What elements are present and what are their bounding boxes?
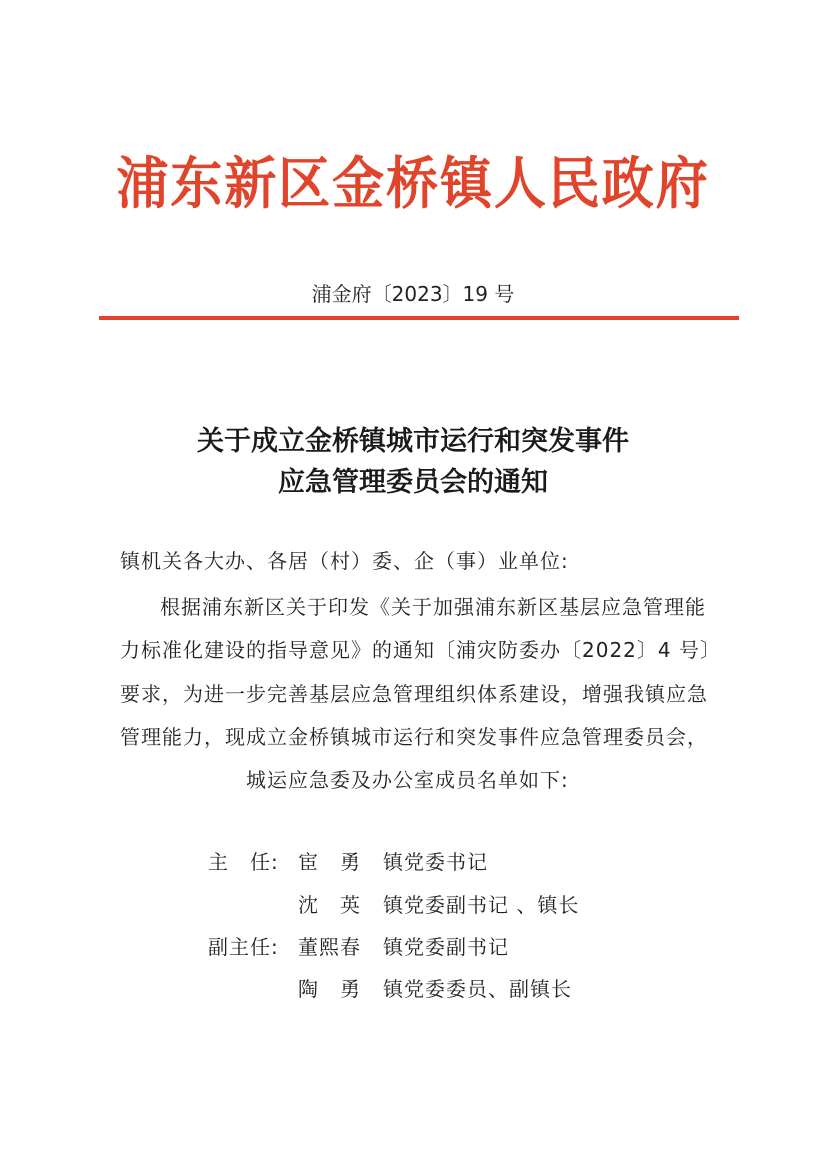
member-name: 陶 勇	[298, 977, 361, 1001]
issuer-heading: 浦东新区金桥镇人民政府	[116, 151, 710, 217]
body-line: 根据浦东新区关于印发《关于加强浦东新区基层应急管理能	[160, 595, 706, 619]
document-title-line-1: 关于成立金桥镇城市运行和突发事件	[197, 426, 629, 457]
member-role: 副主任:	[208, 935, 279, 959]
body-line: 城运应急委及办公室成员名单如下:	[246, 768, 569, 792]
member-name: 宦 勇	[298, 850, 361, 874]
member-position: 镇党委书记	[383, 850, 488, 874]
member-position: 镇党委副书记 、镇长	[383, 893, 580, 917]
member-role: 主 任:	[208, 850, 279, 874]
addressee: 镇机关各大办、各居（村）委、企（事）业单位:	[120, 549, 569, 573]
member-position: 镇党委副书记	[383, 935, 509, 959]
member-position: 镇党委委员、副镇长	[383, 977, 572, 1001]
body-line: 力标准化建设的指导意见》的通知〔浦灾防委办〔2022〕4 号〕	[120, 638, 721, 662]
document-title-line-2: 应急管理委员会的通知	[278, 467, 548, 498]
document-number: 浦金府〔2023〕19 号	[311, 282, 515, 306]
member-name: 董熙春	[298, 935, 361, 959]
body-line: 要求，为进一步完善基层应急管理组织体系建设，增强我镇应急	[120, 682, 708, 706]
member-name: 沈 英	[298, 893, 361, 917]
body-line: 管理能力，现成立金桥镇城市运行和突发事件应急管理委员会，	[120, 725, 708, 749]
red-divider	[99, 316, 739, 320]
